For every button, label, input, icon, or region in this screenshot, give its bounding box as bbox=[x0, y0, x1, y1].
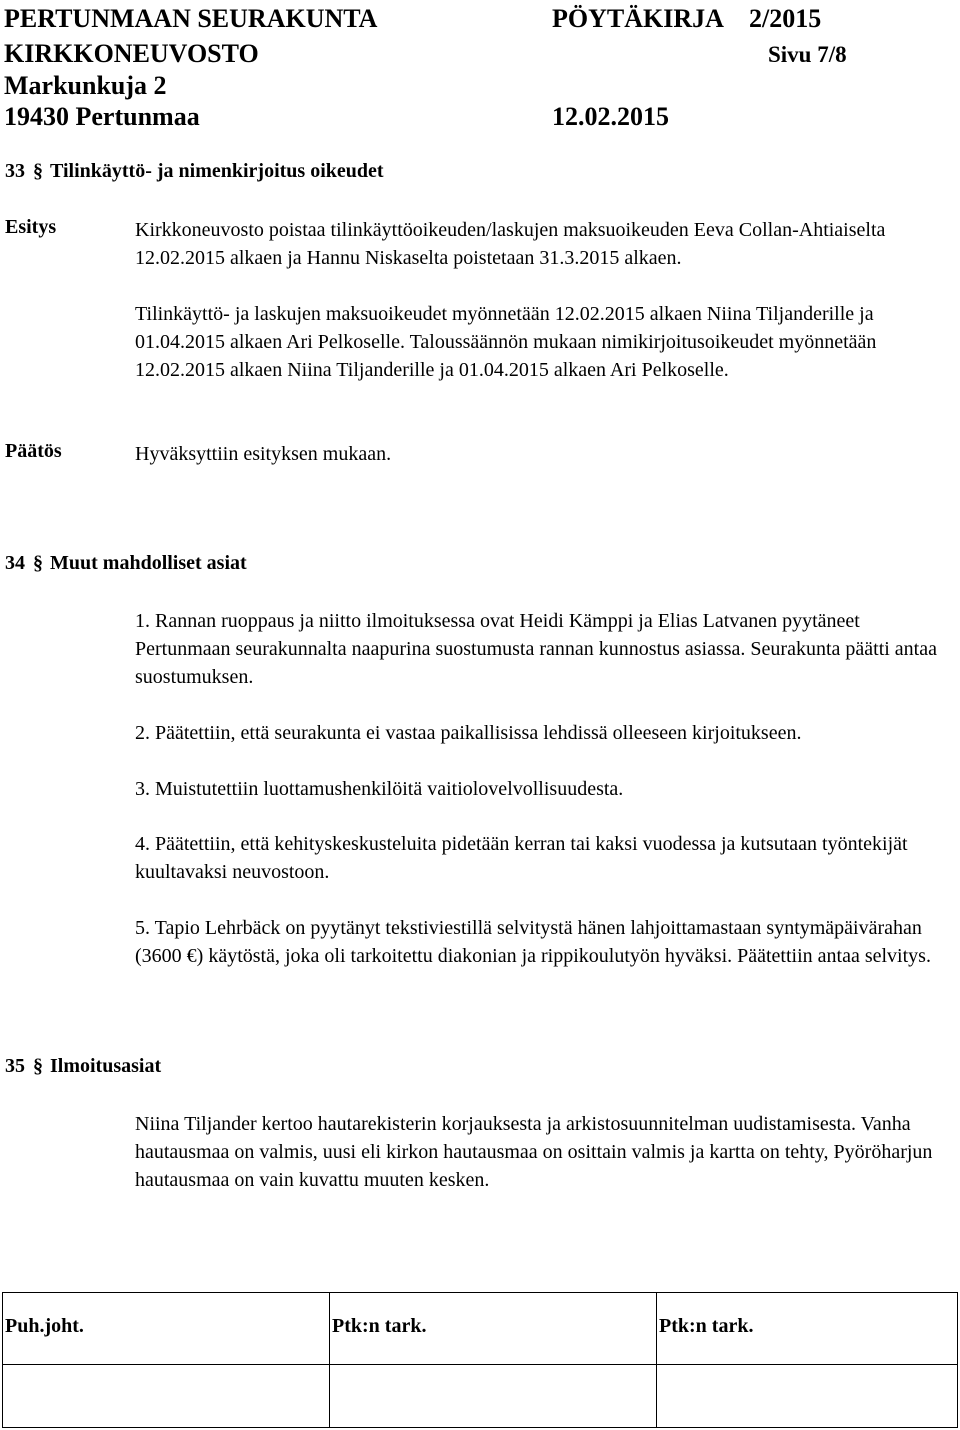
signature-field[interactable] bbox=[657, 1365, 958, 1428]
proposal-text-2: Tilinkäyttö- ja laskujen maksuoikeudet myönnetään 12.02.2015 alkaen Niina Tiljanderille ja 01.04.2015 alkaen Ari Pelkoselle. Taloussäännön mukaan nimikirjoitusoikeudet myönnetään 12.02.2015 alkaen Niina Tiljanderille ja 01.04.2015 alkaen Ari Pelkoselle. bbox=[135, 303, 877, 381]
checker-signature-label: Ptk:n tark. bbox=[657, 1293, 958, 1365]
proposal-text-1: Kirkkoneuvosto poistaa tilinkäyttöoikeuden/laskujen maksuoikeuden Eeva Collan-Ahtiaiselta 12.02.2015 alkaen ja Hannu Niskaselta poistetaan 31.3.2015 alkaen. bbox=[135, 219, 886, 269]
paragraph-icon: § bbox=[33, 160, 43, 182]
org-name: PERTUNMAAN SEURAKUNTA bbox=[4, 4, 378, 33]
board-name: KIRKKONEUVOSTO bbox=[4, 39, 259, 68]
signature-field[interactable] bbox=[330, 1365, 657, 1428]
decision-text: Hyväksyttiin esityksen mukaan. bbox=[135, 443, 392, 465]
announcement-text: Niina Tiljander kertoo hautarekisterin korjauksesta ja arkistosuunnitelman uudistamisesta. Vanha hautausmaa on valmis, uusi eli kirkon hautausmaa on osittain valmis ja kartta on tehty, Pyöröharjun hautausmaa on vain kuvattu muuten kesken. bbox=[135, 1113, 933, 1191]
section-33-heading bbox=[5, 160, 384, 183]
street-address: Markunkuja 2 bbox=[4, 71, 167, 100]
checker-signature-label: Ptk:n tark. bbox=[330, 1293, 657, 1365]
signature-table bbox=[2, 1292, 958, 1428]
list-item: 2. Päätettiin, että seurakunta ei vastaa paikallisissa lehdissä olleeseen kirjoitukseen. bbox=[135, 722, 802, 744]
list-item: 4. Päätettiin, että kehityskeskusteluita pidetään kerran tai kaksi vuodessa ja kutsutaan työntekijät kuultavaksi neuvostoon. bbox=[135, 833, 908, 883]
paragraph-icon: § bbox=[33, 552, 43, 574]
section-35-heading bbox=[5, 1055, 161, 1078]
list-item: 1. Rannan ruoppaus ja niitto ilmoituksessa ovat Heidi Kämppi ja Elias Latvanen pyytäneet Pertunmaan seurakunnalta naapurina suostumusta rannan kunnostus asiassa. Seurakunta päätti antaa suostumuksen. bbox=[135, 610, 937, 688]
section-title: Ilmoitusasiat bbox=[50, 1055, 162, 1077]
chair-signature-label: Puh.joht. bbox=[3, 1293, 330, 1365]
section-number: 33 bbox=[5, 160, 25, 182]
section-number: 34 bbox=[5, 552, 25, 574]
list-item: 5. Tapio Lehrbäck on pyytänyt tekstiviestillä selvitystä hänen lahjoittamastaan syntymäpäivärahan (3600 €) käytöstä, joka oli tarkoitettu diakonian ja rippikoulutyön hyväksi. Päätettiin antaa selvitys. bbox=[135, 917, 931, 967]
meeting-date: 12.02.2015 bbox=[552, 102, 669, 131]
list-item: 3. Muistutettiin luottamushenkilöitä vaitiolovelvollisuudesta. bbox=[135, 778, 624, 800]
paragraph-icon: § bbox=[33, 1055, 43, 1077]
doc-type: PÖYTÄKIRJA bbox=[552, 4, 724, 33]
section-title: Tilinkäyttö- ja nimenkirjoitus oikeudet bbox=[50, 160, 384, 182]
doc-number: 2/2015 bbox=[749, 4, 822, 33]
section-number: 35 bbox=[5, 1055, 25, 1077]
signature-field[interactable] bbox=[3, 1365, 330, 1428]
proposal-label: Esitys bbox=[5, 216, 57, 238]
decision-label: Päätös bbox=[5, 440, 62, 462]
section-title: Muut mahdolliset asiat bbox=[50, 552, 247, 574]
page-number: Sivu 7/8 bbox=[768, 42, 847, 67]
section-34-heading bbox=[5, 552, 247, 575]
postal-address: 19430 Pertunmaa bbox=[4, 102, 200, 131]
